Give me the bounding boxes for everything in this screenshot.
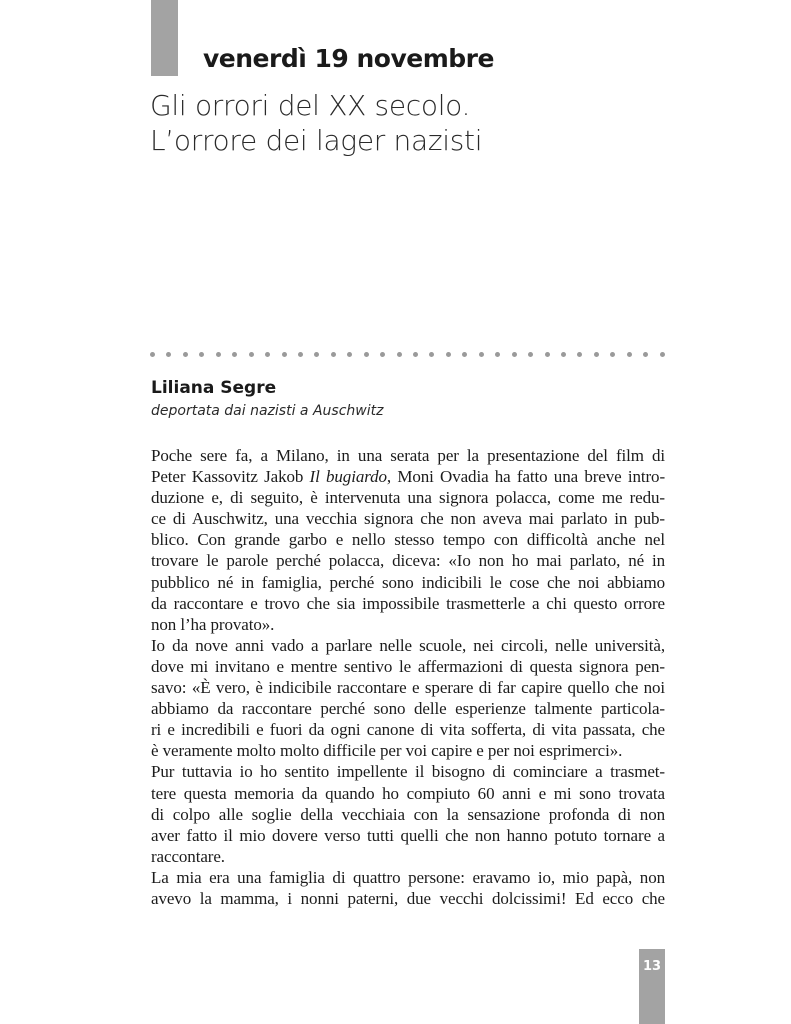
divider-dot — [397, 352, 402, 357]
body-line: blico. Con grande garbo e nello stesso tempo con difficoltà anche nel — [151, 530, 665, 550]
divider-dot — [577, 352, 582, 357]
article-body — [151, 445, 665, 909]
body-line: Pur tuttavia io ho sentito impellente il bisogno di cominciare a trasmet- — [151, 762, 665, 782]
divider-dot — [429, 352, 434, 357]
divider-dot — [627, 352, 632, 357]
divider-dot — [462, 352, 467, 357]
body-line: Poche sere fa, a Milano, in una serata per la presentazione del film di — [151, 446, 665, 465]
divider-dot — [610, 352, 615, 357]
divider-dot — [561, 352, 566, 357]
divider-dot — [364, 352, 369, 357]
divider-dot — [199, 352, 204, 357]
divider-dot — [528, 352, 533, 357]
event-date: venerdì 19 novembre — [203, 44, 494, 73]
divider-dot — [183, 352, 188, 357]
divider-dot — [298, 352, 303, 357]
divider-dot — [643, 352, 648, 357]
body-text-segment: Peter Kassovitz Jakob — [151, 467, 310, 487]
divider-dot — [249, 352, 254, 357]
divider-dot — [479, 352, 484, 357]
divider-dot — [232, 352, 237, 357]
body-line: ri e incredibili e fuori da ogni canone di vita sofferta, di vita passata, che — [151, 720, 665, 740]
body-line: La mia era una famiglia di quattro persone: eravamo io, mio papà, non — [151, 867, 665, 887]
body-line — [151, 466, 665, 487]
divider-dot — [660, 352, 665, 357]
dotted-divider — [150, 349, 665, 359]
divider-dot — [495, 352, 500, 357]
divider-dot — [150, 352, 155, 357]
body-line: dove mi invitano e mentre sentivo le affermazioni di questa signora pen- — [151, 656, 665, 676]
body-line: di colpo alle soglie della vecchiaia con la sensazione profonda di non — [151, 804, 665, 824]
title-line-1: Gli orrori del XX secolo. — [150, 89, 471, 122]
body-line: Io da nove anni vado a parlare nelle scuole, nei circoli, nelle università, — [151, 635, 665, 655]
body-line: avevo la mamma, i nonni paterni, due vecchi dolcissimi! Ed ecco che — [151, 888, 665, 908]
divider-dot — [413, 352, 418, 357]
body-line: pubblico né in famiglia, perché sono indicibili le cose che noi abbiamo — [151, 572, 665, 592]
divider-dot — [446, 352, 451, 357]
body-line: tere questa memoria da quando ho compiuto 60 anni e mi sono trovata — [151, 783, 665, 803]
divider-dot — [166, 352, 171, 357]
body-line: non l’ha provato». — [151, 614, 275, 634]
body-line: trovare le parole perché polacca, diceva: «Io non ho mai parlato, né in — [151, 551, 665, 571]
body-line: savo: «È vero, è indicibile raccontare e sperare di far capire quello che noi — [151, 678, 665, 698]
page-title — [150, 88, 482, 158]
body-line: abbiamo da raccontare perché sono delle esperienze talmente particola- — [151, 699, 665, 719]
body-line: è veramente molto molto difficile per voi capire e per noi esprimerci». — [151, 741, 623, 761]
divider-dot — [512, 352, 517, 357]
divider-dot — [594, 352, 599, 357]
divider-dot — [331, 352, 336, 357]
body-line: duzione e, di seguito, è intervenuta una signora polacca, come me redu- — [151, 488, 665, 508]
page-number: 13 — [642, 959, 662, 974]
body-line: ce di Auschwitz, una vecchia signora che non aveva mai parlato in pub- — [151, 509, 665, 529]
body-line: da raccontare e trovo che sia impossibile trasmetterle a chi questo orrore — [151, 593, 665, 613]
page-number-tab — [639, 949, 665, 1024]
divider-dot — [265, 352, 270, 357]
author-role: deportata dai nazisti a Auschwitz — [151, 403, 384, 419]
body-line: aver fatto il mio dovere verso tutti quelli che non hanno potuto tornare a — [151, 825, 665, 845]
divider-dot — [282, 352, 287, 357]
divider-dot — [216, 352, 221, 357]
film-title: Il bugiardo — [309, 467, 387, 487]
divider-dot — [545, 352, 550, 357]
author-name: Liliana Segre — [151, 378, 277, 398]
divider-dot — [347, 352, 352, 357]
header-accent-bar — [151, 0, 178, 76]
body-text-segment: , Moni Ovadia ha fatto una breve intro- — [386, 467, 666, 487]
divider-dot — [314, 352, 319, 357]
body-line: raccontare. — [151, 846, 225, 866]
divider-dot — [380, 352, 385, 357]
title-line-2: L’orrore dei lager nazisti — [150, 124, 483, 157]
